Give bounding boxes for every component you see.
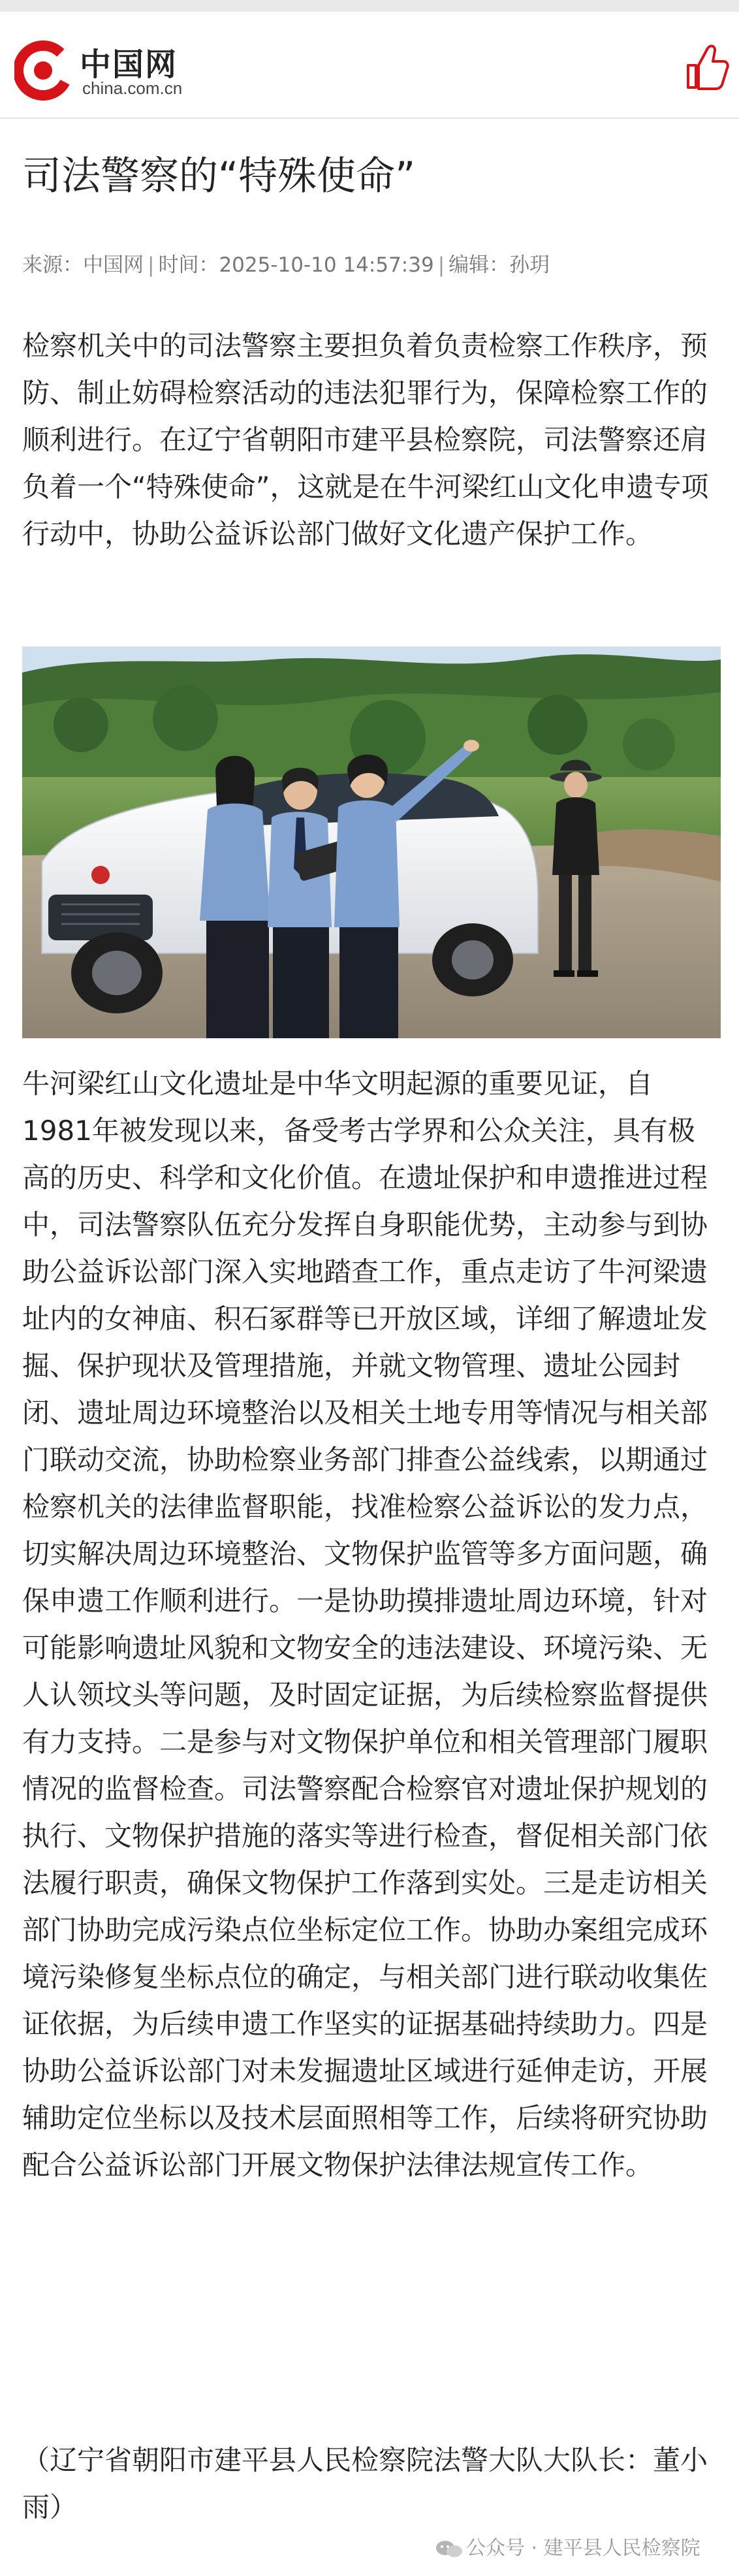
site-header: [0, 12, 739, 119]
article-title: 司法警察的“特殊使命”: [22, 153, 416, 199]
status-strip: [0, 0, 739, 12]
meta-divider: |: [437, 253, 445, 277]
meta-source: 来源：中国网: [22, 253, 144, 277]
meta-divider: |: [148, 253, 155, 277]
wechat-watermark: [435, 2532, 700, 2562]
wechat-icon: [435, 2539, 464, 2559]
article-photo: [22, 646, 721, 1038]
china-com-cn-logo-icon: [14, 40, 74, 101]
meta-editor: 编辑：孙玥: [448, 253, 550, 277]
site-inspection-photo: [22, 646, 721, 1038]
logo-text: 中国网: [80, 46, 178, 83]
article-paragraph-intro: 检察机关中的司法警察主要担负着负责检察工作秩序，预防、制止妨碍检察活动的违法犯罪行为，保障检察工作的顺利进行。在辽宁省朝阳市建平县检察院，司法警察还肩负着一个“特殊使命”，这就是在牛河梁红山文化申遗专项行动中，协助公益诉讼部门做好文化遗产保护工作。: [22, 330, 709, 550]
article-meta: [22, 248, 721, 278]
watermark-text: 公众号 · 建平县人民检察院: [466, 2537, 700, 2560]
thumbs-up-icon[interactable]: [684, 43, 730, 91]
article-paragraph-body: 牛河梁红山文化遗址是中华文明起源的重要见证，自1981年被发现以来，备受考古学界和公众关注，具有极高的历史、科学和文化价值。在遗址保护和申遗推进过程中，司法警察队伍充分发挥自身职能优势，主动参与到协助公益诉讼部门深入实地踏查工作，重点走访了牛河梁遗址内的女神庙、积石冢群等已开放区域，详细了解遗址发掘、保护现状及管理措施，并就文物管理、遗址公园封闭、遗址周边环境整治以及相关土地专用等情况与相关部门联动交流，协助检察业务部门排查公益线索，以期通过检察机关的法律监督职能，找准检察公益诉讼的发力点，切实解决周边环境整治、文物保护监管等多方面问题，确保申遗工作顺利进行。一是协助摸排遗址周边环境，针对可能影响遗址风貌和文物安全的违法建设、环境污染、无人认领坟头等问题，及时固定证据，为后续检察监督提供有力支持。二是参与对文物保护单位和相关管理部门履职情况的监督检查。司法警察配合检察官对遗址保护规划的执行、文物保护措施的落实等进行检查，督促相关部门依法履行职责，确保文物保护工作落到实处。三是走访相关部门协助完成污染点位坐标定位工作。协助办案组完成环境污染修复坐标点位的确定，与相关部门进行联动收集佐证依据，为后续申遗工作坚实的证据基础持续助力。四是协助公益诉讼部门对未发掘遗址区域进行延伸走访，开展辅助定位坐标以及技术层面照相等工作，后续将研究协助配合公益诉讼部门开展文物保护法律法规宣传工作。: [22, 1068, 708, 2181]
article-paragraph-author: （辽宁省朝阳市建平县人民检察院法警大队大队长：董小雨）: [22, 2444, 708, 2523]
logo-domain: china.com.cn: [82, 78, 183, 98]
meta-time: 时间：2025-10-10 14:57:39: [158, 253, 434, 277]
site-logo[interactable]: [14, 38, 210, 97]
